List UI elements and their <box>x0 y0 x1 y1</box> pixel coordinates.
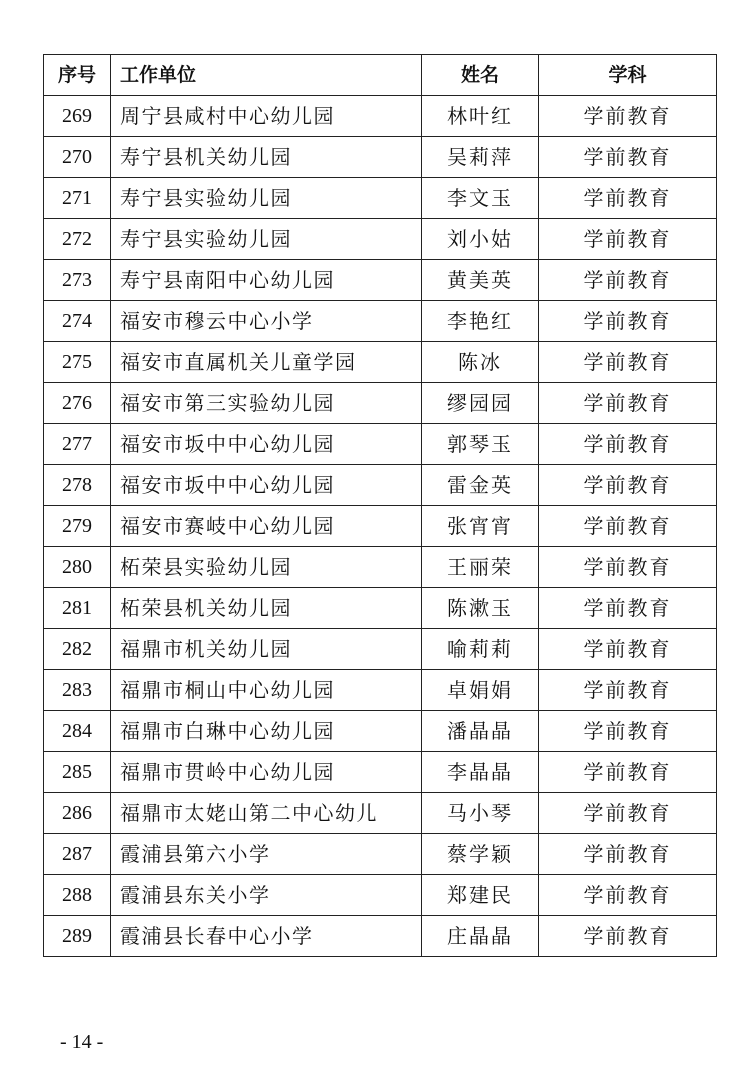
row-number: 269 <box>44 96 111 137</box>
row-number: 288 <box>44 875 111 916</box>
subject-cell: 学前教育 <box>539 137 717 178</box>
subject-cell: 学前教育 <box>539 424 717 465</box>
table-row <box>44 834 717 875</box>
work-unit-cell: 寿宁县实验幼儿园 <box>111 178 422 219</box>
person-name-cell: 庄晶晶 <box>422 916 539 957</box>
work-unit-cell: 福鼎市太姥山第二中心幼儿 <box>111 793 422 834</box>
table-row <box>44 670 717 711</box>
table-row <box>44 219 717 260</box>
table-row <box>44 547 717 588</box>
subject-cell: 学前教育 <box>539 178 717 219</box>
table-row <box>44 465 717 506</box>
subject-cell: 学前教育 <box>539 916 717 957</box>
work-unit-cell: 寿宁县机关幼儿园 <box>111 137 422 178</box>
table-row <box>44 260 717 301</box>
subject-cell: 学前教育 <box>539 547 717 588</box>
subject-cell: 学前教育 <box>539 711 717 752</box>
work-unit-cell: 柘荣县实验幼儿园 <box>111 547 422 588</box>
page-number: - 14 - <box>60 1031 104 1053</box>
subject-cell: 学前教育 <box>539 752 717 793</box>
work-unit-cell: 寿宁县实验幼儿园 <box>111 219 422 260</box>
table-row <box>44 752 717 793</box>
person-name-cell: 蔡学颖 <box>422 834 539 875</box>
work-unit-cell: 福鼎市白琳中心幼儿园 <box>111 711 422 752</box>
header-name: 姓名 <box>422 55 539 96</box>
table-row <box>44 916 717 957</box>
work-unit-cell: 福安市直属机关儿童学园 <box>111 342 422 383</box>
work-unit-cell: 福安市第三实验幼儿园 <box>111 383 422 424</box>
table-body <box>44 96 717 957</box>
row-number: 279 <box>44 506 111 547</box>
subject-cell: 学前教育 <box>539 670 717 711</box>
table-row <box>44 424 717 465</box>
table-row <box>44 383 717 424</box>
person-name-cell: 陈冰 <box>422 342 539 383</box>
work-unit-cell: 柘荣县机关幼儿园 <box>111 588 422 629</box>
work-unit-cell: 寿宁县南阳中心幼儿园 <box>111 260 422 301</box>
person-name-cell: 卓娟娟 <box>422 670 539 711</box>
row-number: 274 <box>44 301 111 342</box>
work-unit-cell: 福鼎市桐山中心幼儿园 <box>111 670 422 711</box>
table-row <box>44 137 717 178</box>
subject-cell: 学前教育 <box>539 260 717 301</box>
subject-cell: 学前教育 <box>539 219 717 260</box>
subject-cell: 学前教育 <box>539 793 717 834</box>
table-row <box>44 875 717 916</box>
person-name-cell: 陈漱玉 <box>422 588 539 629</box>
person-name-cell: 李艳红 <box>422 301 539 342</box>
row-number: 285 <box>44 752 111 793</box>
person-name-cell: 潘晶晶 <box>422 711 539 752</box>
work-unit-cell: 福安市坂中中心幼儿园 <box>111 424 422 465</box>
work-unit-cell: 福安市穆云中心小学 <box>111 301 422 342</box>
row-number: 286 <box>44 793 111 834</box>
work-unit-cell: 霞浦县长春中心小学 <box>111 916 422 957</box>
person-name-cell: 王丽荣 <box>422 547 539 588</box>
work-unit-cell: 福安市坂中中心幼儿园 <box>111 465 422 506</box>
roster-table <box>43 54 717 957</box>
person-name-cell: 刘小姑 <box>422 219 539 260</box>
row-number: 271 <box>44 178 111 219</box>
subject-cell: 学前教育 <box>539 629 717 670</box>
subject-cell: 学前教育 <box>539 301 717 342</box>
subject-cell: 学前教育 <box>539 875 717 916</box>
table-row <box>44 588 717 629</box>
row-number: 277 <box>44 424 111 465</box>
row-number: 278 <box>44 465 111 506</box>
work-unit-cell: 周宁县咸村中心幼儿园 <box>111 96 422 137</box>
subject-cell: 学前教育 <box>539 506 717 547</box>
row-number: 275 <box>44 342 111 383</box>
table-row <box>44 342 717 383</box>
work-unit-cell: 福安市赛岐中心幼儿园 <box>111 506 422 547</box>
work-unit-cell: 霞浦县东关小学 <box>111 875 422 916</box>
person-name-cell: 马小琴 <box>422 793 539 834</box>
row-number: 287 <box>44 834 111 875</box>
row-number: 282 <box>44 629 111 670</box>
work-unit-cell: 福鼎市机关幼儿园 <box>111 629 422 670</box>
header-subject: 学科 <box>539 55 717 96</box>
person-name-cell: 雷金英 <box>422 465 539 506</box>
person-name-cell: 吴莉萍 <box>422 137 539 178</box>
row-number: 289 <box>44 916 111 957</box>
work-unit-cell: 福鼎市贯岭中心幼儿园 <box>111 752 422 793</box>
person-name-cell: 李文玉 <box>422 178 539 219</box>
work-unit-cell: 霞浦县第六小学 <box>111 834 422 875</box>
subject-cell: 学前教育 <box>539 383 717 424</box>
row-number: 273 <box>44 260 111 301</box>
row-number: 270 <box>44 137 111 178</box>
subject-cell: 学前教育 <box>539 588 717 629</box>
person-name-cell: 郭琴玉 <box>422 424 539 465</box>
row-number: 276 <box>44 383 111 424</box>
row-number: 280 <box>44 547 111 588</box>
table-row <box>44 711 717 752</box>
person-name-cell: 张宵宵 <box>422 506 539 547</box>
table-row <box>44 629 717 670</box>
table-row <box>44 96 717 137</box>
subject-cell: 学前教育 <box>539 834 717 875</box>
table-row <box>44 506 717 547</box>
subject-cell: 学前教育 <box>539 465 717 506</box>
header-work-unit: 工作单位 <box>111 55 422 96</box>
subject-cell: 学前教育 <box>539 342 717 383</box>
row-number: 281 <box>44 588 111 629</box>
table-row <box>44 301 717 342</box>
header-number: 序号 <box>44 55 111 96</box>
person-name-cell: 李晶晶 <box>422 752 539 793</box>
person-name-cell: 缪园园 <box>422 383 539 424</box>
row-number: 283 <box>44 670 111 711</box>
table-row <box>44 178 717 219</box>
table-header-row <box>44 55 717 96</box>
person-name-cell: 黄美英 <box>422 260 539 301</box>
row-number: 272 <box>44 219 111 260</box>
table-row <box>44 793 717 834</box>
subject-cell: 学前教育 <box>539 96 717 137</box>
person-name-cell: 林叶红 <box>422 96 539 137</box>
person-name-cell: 郑建民 <box>422 875 539 916</box>
person-name-cell: 喻莉莉 <box>422 629 539 670</box>
row-number: 284 <box>44 711 111 752</box>
